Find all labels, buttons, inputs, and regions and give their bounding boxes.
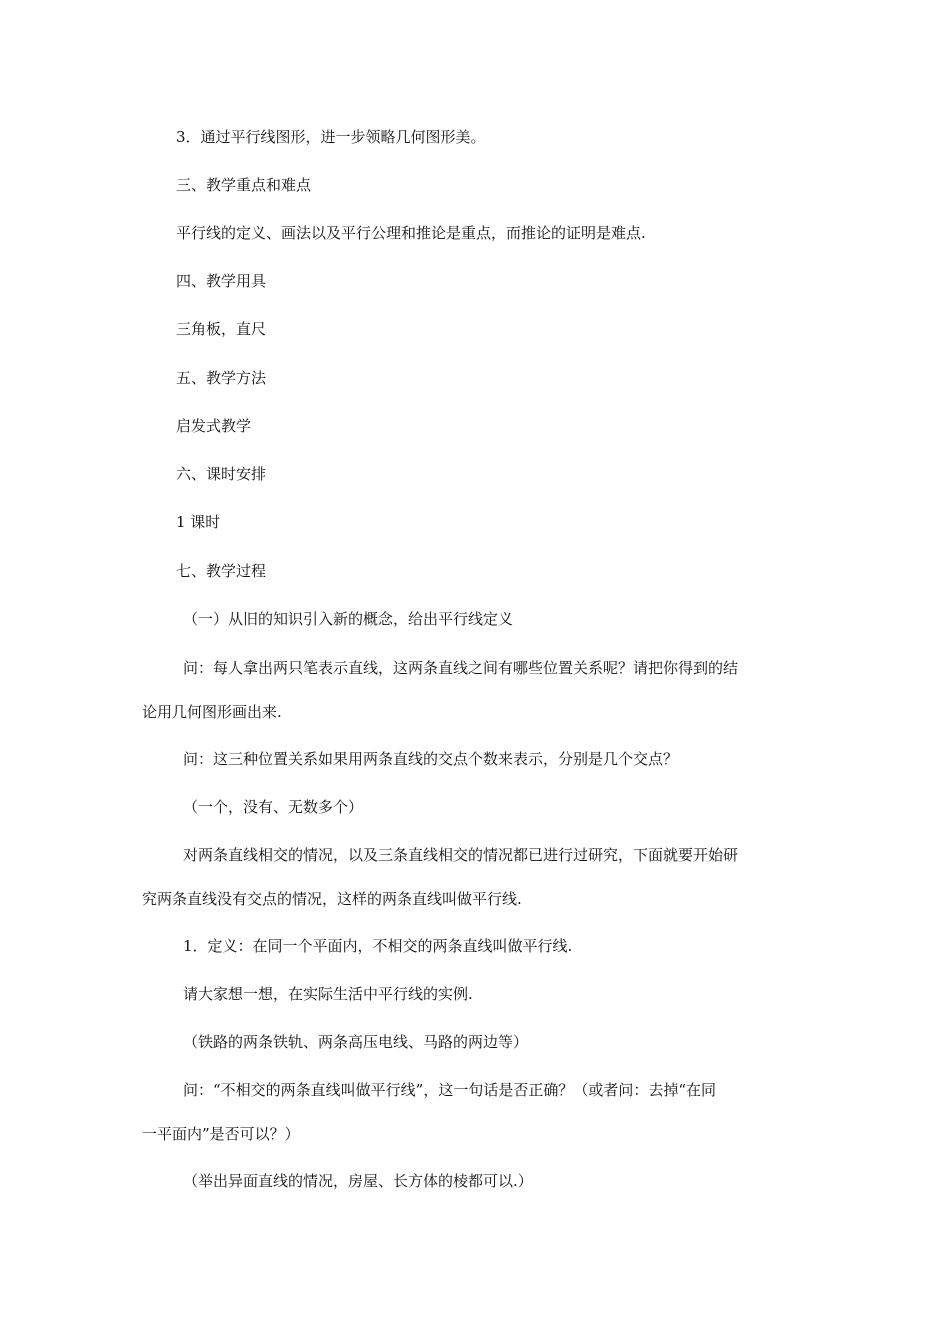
section-heading-process: 七、教学过程 — [176, 562, 267, 580]
section-heading-key-points: 三、教学重点和难点 — [176, 176, 312, 194]
section-heading-method: 五、教学方法 — [176, 369, 267, 387]
section-heading-tools: 四、教学用具 — [176, 272, 267, 290]
question-paragraph-line-2: 论用几何图形画出来. — [142, 703, 282, 721]
method-text: 启发式教学 — [176, 417, 252, 435]
key-points-text: 平行线的定义、画法以及平行公理和推论是重点，而推论的证明是难点. — [176, 224, 646, 242]
objective-3: 3．通过平行线图形，进一步领略几何图形美。 — [176, 128, 486, 146]
answer-3: （举出异面直线的情况，房屋、长方体的棱都可以.） — [183, 1172, 533, 1190]
schedule-text: 1 课时 — [176, 513, 221, 531]
question-2: 问：这三种位置关系如果用两条直线的交点个数来表示，分别是几个交点？ — [183, 750, 679, 768]
section-heading-schedule: 六、课时安排 — [176, 465, 267, 483]
question-paragraph-line-1: 问：每人拿出两只笔表示直线，这两条直线之间有哪些位置关系呢？请把你得到的结 — [183, 659, 739, 677]
definition-text: 1．定义：在同一个平面内，不相交的两条直线叫做平行线. — [183, 937, 573, 955]
prompt-examples: 请大家想一想，在实际生活中平行线的实例. — [183, 985, 473, 1003]
examples-answer: （铁路的两条铁轨、两条高压电线、马路的两边等） — [183, 1033, 529, 1051]
question-3-line-2: 一平面内”是否可以？） — [142, 1125, 300, 1143]
answer-2: （一个，没有、无数多个） — [183, 798, 364, 816]
intro-paragraph-line-1: 对两条直线相交的情况，以及三条直线相交的情况都已进行过研究，下面就要开始研 — [183, 846, 739, 864]
subsection-heading-1: （一）从旧的知识引入新的概念，给出平行线定义 — [183, 610, 514, 628]
tools-text: 三角板，直尺 — [176, 320, 267, 338]
intro-paragraph-line-2: 究两条直线没有交点的情况，这样的两条直线叫做平行线. — [142, 890, 522, 908]
question-3-line-1: 问：“不相交的两条直线叫做平行线”，这一句话是否正确？（或者问：去掉“在同 — [183, 1081, 717, 1099]
